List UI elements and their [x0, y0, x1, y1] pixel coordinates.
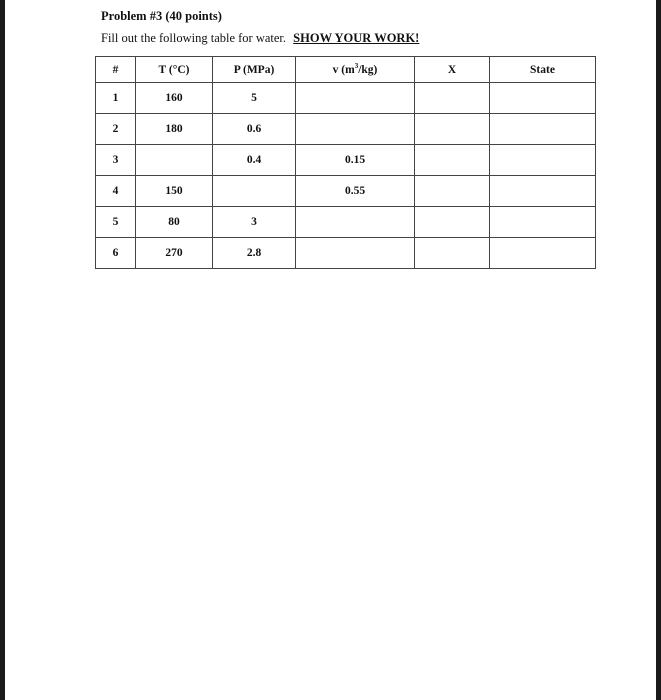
cell-pressure [213, 176, 296, 207]
cell-state [490, 238, 596, 269]
cell-quality [415, 207, 490, 238]
cell-number: 5 [96, 207, 136, 238]
cell-temperature: 160 [136, 83, 213, 114]
cell-number: 3 [96, 145, 136, 176]
cell-specific-volume [296, 83, 415, 114]
header-quality: X [415, 57, 490, 83]
cell-quality [415, 83, 490, 114]
header-volume-suffix: /kg) [358, 63, 378, 76]
cell-specific-volume: 0.55 [296, 176, 415, 207]
cell-number: 6 [96, 238, 136, 269]
cell-temperature: 80 [136, 207, 213, 238]
water-properties-table [95, 56, 596, 269]
table-row [96, 114, 596, 145]
cell-quality [415, 238, 490, 269]
instructions [101, 31, 419, 46]
table-row [96, 238, 596, 269]
header-temperature: T (°C) [136, 57, 213, 83]
cell-pressure: 2.8 [213, 238, 296, 269]
cell-state [490, 207, 596, 238]
cell-pressure: 5 [213, 83, 296, 114]
cell-quality [415, 145, 490, 176]
cell-state [490, 114, 596, 145]
cell-state [490, 145, 596, 176]
cell-pressure: 3 [213, 207, 296, 238]
cell-number: 4 [96, 176, 136, 207]
cell-specific-volume: 0.15 [296, 145, 415, 176]
cell-pressure: 0.6 [213, 114, 296, 145]
table-header-row [96, 57, 596, 83]
cell-temperature [136, 145, 213, 176]
table-row [96, 83, 596, 114]
cell-quality [415, 114, 490, 145]
header-state: State [490, 57, 596, 83]
cell-number: 2 [96, 114, 136, 145]
table-row [96, 145, 596, 176]
problem-title: Problem #3 (40 points) [101, 9, 222, 23]
header-specific-volume [296, 57, 415, 83]
table-row [96, 207, 596, 238]
cell-quality [415, 176, 490, 207]
cell-number: 1 [96, 83, 136, 114]
cell-temperature: 180 [136, 114, 213, 145]
cell-specific-volume [296, 207, 415, 238]
page-right-edge [656, 0, 661, 700]
cell-temperature: 270 [136, 238, 213, 269]
cell-state [490, 83, 596, 114]
header-number: # [96, 57, 136, 83]
cell-temperature: 150 [136, 176, 213, 207]
cell-specific-volume [296, 238, 415, 269]
table-row [96, 176, 596, 207]
cell-pressure: 0.4 [213, 145, 296, 176]
instruction-text: Fill out the following table for water. [101, 31, 287, 45]
header-pressure: P (MPa) [213, 57, 296, 83]
header-volume-prefix: v (m [332, 63, 355, 76]
cell-state [490, 176, 596, 207]
cell-specific-volume [296, 114, 415, 145]
instruction-emphasis: SHOW YOUR WORK! [293, 31, 420, 45]
header-volume-superscript: 3 [354, 61, 359, 70]
